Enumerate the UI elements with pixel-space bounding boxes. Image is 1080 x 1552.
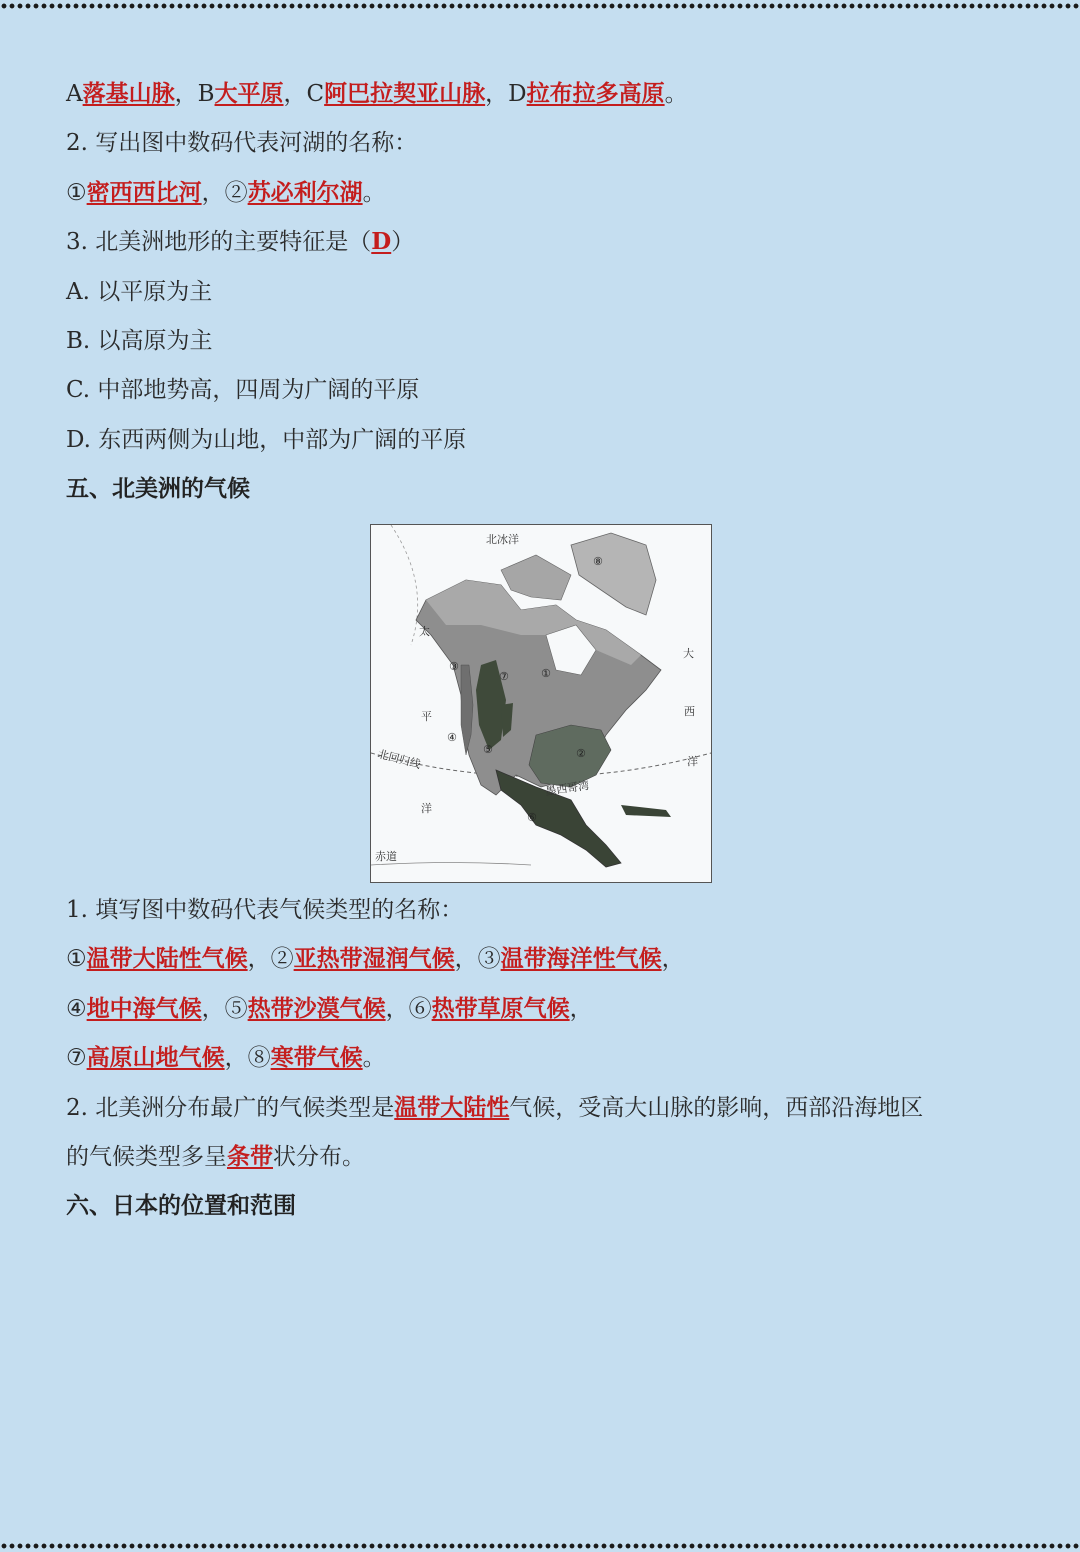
question-text: 的气候类型多呈	[66, 1144, 227, 1170]
greenland-shape	[571, 533, 656, 615]
rivers-answer-line	[66, 177, 386, 209]
option-c: C. 中部地势高，四周为广阔的平原	[66, 377, 420, 403]
answer-climate-5: 热带沙漠气候	[247, 995, 386, 1022]
marker-1: ①	[66, 946, 87, 972]
marker-1: ①	[66, 180, 87, 206]
map-number-1: ①	[541, 667, 551, 680]
label-pacific-3: 洋	[421, 802, 432, 815]
label-a: A	[66, 81, 83, 107]
label-arctic-ocean: 北冰洋	[486, 533, 519, 546]
answer-climate-4: 地中海气候	[86, 995, 202, 1022]
separator: ，	[283, 81, 307, 107]
period: 。	[664, 81, 688, 107]
climate-answer-row-1	[66, 943, 685, 975]
label-atlantic-1: 大	[683, 647, 694, 660]
top-dotted-border	[0, 2, 1080, 10]
question-climate-types: 1. 填写图中数码代表气候类型的名称：	[66, 897, 464, 923]
bottom-dotted-border	[0, 1542, 1080, 1550]
separator: ，	[385, 996, 409, 1022]
section-heading-climate: 五、北美洲的气候	[66, 475, 250, 502]
answer-climate-7: 高原山地气候	[86, 1044, 225, 1071]
answer-climate-6: 热带草原气候	[431, 995, 570, 1022]
map-number-5: ⑤	[483, 743, 493, 756]
arctic-islands-shape	[501, 555, 571, 600]
separator: ，	[201, 996, 225, 1022]
map-number-4: ④	[447, 731, 457, 744]
question-text-cont: 气候，受高大山脉的影响，西部沿海地区	[509, 1095, 924, 1121]
label-gulf-of-mexico: 墨西哥湾	[544, 778, 590, 798]
label-d: D	[508, 81, 527, 107]
period: 。	[362, 180, 386, 206]
marker-2: ②	[224, 180, 248, 206]
answer-river-1: 密西西比河	[86, 179, 202, 206]
climate-map-svg	[371, 525, 711, 882]
label-tropic: 北回归线	[376, 747, 423, 772]
section-heading-japan: 六、日本的位置和范围	[66, 1192, 296, 1219]
map-number-6: ⑥	[527, 811, 537, 824]
climate-q2-line-1	[66, 1092, 923, 1124]
answer-distribution: 条带	[227, 1143, 273, 1170]
map-number-8: ⑧	[593, 555, 603, 568]
caribbean-islands	[621, 805, 671, 817]
answer-climate-2: 亚热带湿润气候	[293, 945, 455, 972]
answer-climate-1: 温带大陆性气候	[86, 945, 248, 972]
marker-4: ④	[66, 996, 87, 1022]
map-number-3: ③	[449, 660, 459, 673]
answer-terrain: D	[371, 228, 392, 255]
answer-climate-3: 温带海洋性气候	[500, 945, 662, 972]
question-text-end: 状分布。	[273, 1144, 365, 1170]
answer-climate-8: 寒带气候	[270, 1044, 363, 1071]
separator: ，	[569, 996, 593, 1022]
answer-lake-2: 苏必利尔湖	[247, 179, 363, 206]
separator: ，	[224, 1045, 248, 1071]
label-pacific-2: 平	[421, 710, 432, 723]
option-b: B. 以高原为主	[66, 328, 213, 354]
map-number-2: ②	[576, 747, 586, 760]
arctic-circle-line	[391, 525, 418, 645]
close-paren: ）	[391, 229, 415, 255]
label-atlantic-2: 西	[684, 705, 695, 718]
marker-8: ⑧	[247, 1045, 271, 1071]
question-text: 2. 北美洲分布最广的气候类型是	[66, 1095, 395, 1121]
landform-answer-line	[66, 78, 688, 110]
climate-answer-row-2	[66, 993, 593, 1025]
answer-b: 大平原	[214, 80, 284, 107]
label-atlantic-3: 洋	[687, 755, 698, 768]
answer-a: 落基山脉	[82, 80, 175, 107]
question-terrain	[66, 226, 414, 258]
period: 。	[362, 1045, 386, 1071]
subtropical-humid-region	[529, 725, 611, 787]
separator: ，	[201, 180, 225, 206]
label-c: C	[306, 81, 325, 107]
marker-6: ⑥	[408, 996, 432, 1022]
answer-d: 拉布拉多高原	[526, 80, 665, 107]
option-d: D. 东西两侧为山地，中部为广阔的平原	[66, 427, 467, 453]
option-a: A. 以平原为主	[66, 279, 213, 305]
separator: ，	[174, 81, 198, 107]
north-america-climate-map	[370, 524, 712, 883]
question-rivers: 2. 写出图中数码代表河湖的名称：	[66, 130, 418, 156]
label-b: B	[197, 81, 215, 107]
separator: ，	[661, 946, 685, 972]
climate-answer-row-3	[66, 1042, 386, 1074]
answer-c: 阿巴拉契亚山脉	[324, 80, 486, 107]
marker-3: ③	[477, 946, 501, 972]
separator: ，	[454, 946, 478, 972]
label-equator: 赤道	[375, 850, 397, 863]
separator: ，	[247, 946, 271, 972]
label-pacific-1: 太	[419, 625, 430, 638]
question-text: 3. 北美洲地形的主要特征是（	[66, 229, 372, 255]
marker-7: ⑦	[66, 1045, 87, 1071]
answer-widest-climate: 温带大陆性	[394, 1094, 510, 1121]
marker-5: ⑤	[224, 996, 248, 1022]
map-number-7: ⑦	[499, 670, 509, 683]
marker-2: ②	[270, 946, 294, 972]
separator: ，	[485, 81, 509, 107]
climate-q2-line-2	[66, 1141, 365, 1173]
